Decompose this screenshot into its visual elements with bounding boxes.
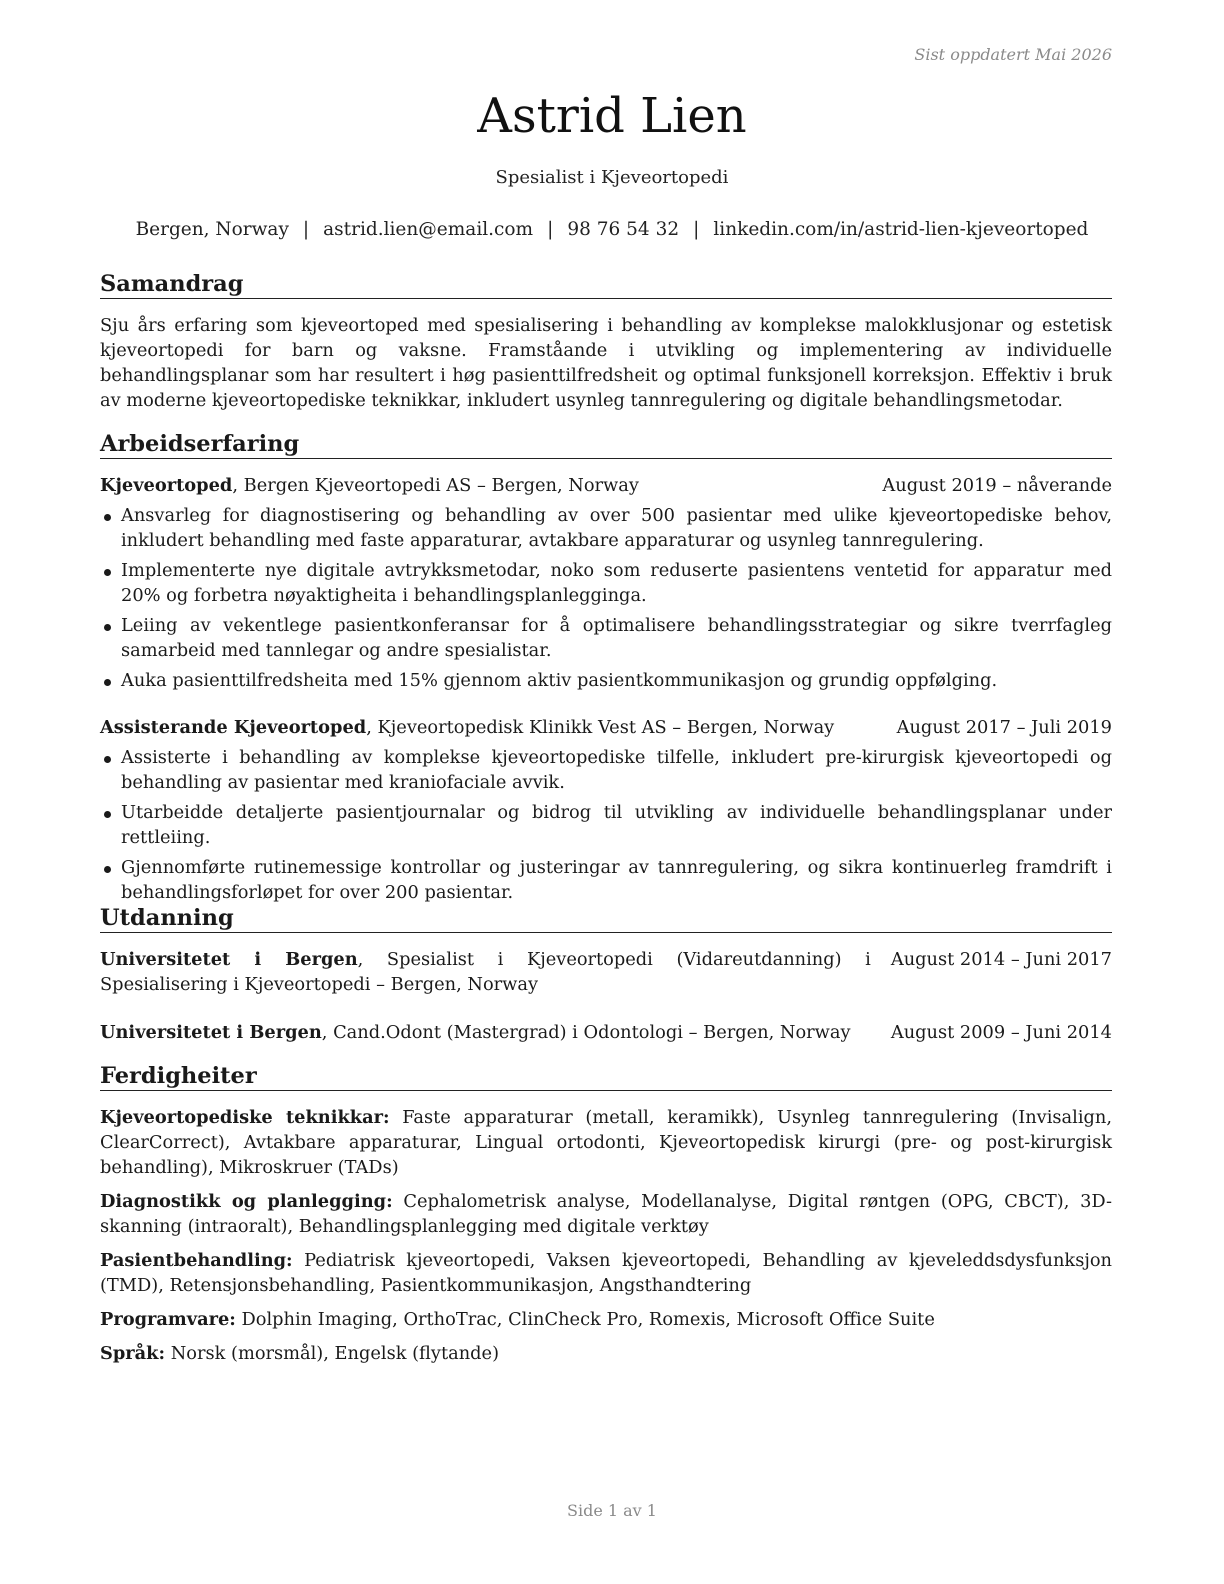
education-dates: August 2014 – Juni 2017 xyxy=(890,949,1112,970)
last-updated: Sist oppdatert Mai 2026 xyxy=(914,45,1112,64)
skill-text: Cephalometrisk analyse, Modellanalyse, Digital røntgen (OPG, CBCT), 3D-skanning (intraoralt), Behandlingsplanlegging med digitale verktøy xyxy=(100,1191,1113,1237)
education-school: Universitetet i Bergen xyxy=(100,1022,322,1043)
job-header xyxy=(100,715,1112,740)
education-dates: August 2009 – Juni 2014 xyxy=(890,1022,1112,1043)
education-section xyxy=(100,904,1112,1045)
skill-item xyxy=(100,1248,1112,1298)
section-heading-skills: Ferdigheiter xyxy=(100,1062,1112,1091)
skill-item xyxy=(100,1189,1112,1239)
section-heading-experience: Arbeidserfaring xyxy=(100,430,1112,459)
education-detail: , Cand.Odont (Mastergrad) i Odontologi – Bergen, Norway xyxy=(321,1022,851,1043)
skill-item xyxy=(100,1341,1112,1366)
skill-text: Pediatrisk kjeveortopedi, Vaksen kjeveortopedi, Behandling av kjeveleddsdysfunksjon (TMD), Retensjonsbehandling, Pasientkommunikasjon, Angsthandtering xyxy=(100,1250,1112,1296)
candidate-title: Spesialist i Kjeveortopedi xyxy=(495,167,729,188)
job-org: , Bergen Kjeveortopedi AS – Bergen, Norway xyxy=(232,475,639,496)
summary-section xyxy=(100,270,1112,413)
contact-linkedin[interactable]: linkedin.com/in/astrid-lien-kjeveortoped xyxy=(713,219,1089,240)
job-role: Assisterande Kjeveortoped xyxy=(100,717,367,738)
skill-label: Programvare: xyxy=(100,1309,236,1330)
job-role: Kjeveortoped xyxy=(100,475,233,496)
section-heading-education: Utdanning xyxy=(100,904,1112,933)
job-bullets xyxy=(100,503,1112,693)
contact-email[interactable]: astrid.lien@email.com xyxy=(323,219,534,240)
job-dates: August 2017 – Juli 2019 xyxy=(896,717,1112,738)
job-bullet: Leiing av vekentlege pasientkonferansar for å optimalisere behandlingsstrategiar og sikre tverrfagleg samarbeid med tannlegar og andre spesialistar. xyxy=(100,613,1112,663)
education-detail: , Spesialist i Kjeveortopedi (Vidareutdanning) i Spesialisering i Kjeveortopedi – Bergen, Norway xyxy=(100,949,871,995)
job-org: , Kjeveortopedisk Klinikk Vest AS – Bergen, Norway xyxy=(366,717,835,738)
job-header xyxy=(100,473,1112,498)
job-entry xyxy=(100,473,1112,693)
education-entry xyxy=(100,1020,1112,1045)
contact-location: Bergen, Norway xyxy=(135,219,289,240)
skills-section xyxy=(100,1062,1112,1366)
summary-text: Sju års erfaring som kjeveortoped med spesialisering i behandling av komplekse malokklusjonar og estetisk kjeveortopedi for barn og vaksne. Framståande i utvikling og implementering av individuelle behandlingsplanar som har resultert i høg pasienttilfredsheit og optimal funksjonell korreksjon. Effektiv i bruk av moderne kjeveortopediske teknikkar, inkludert usynleg tannregulering og digitale behandlingsmetodar. xyxy=(100,315,1112,411)
job-bullet: Assisterte i behandling av komplekse kjeveortopediske tilfelle, inkludert pre-kirurgisk kjeveortopedi og behandling av pasientar med kraniofaciale avvik. xyxy=(100,745,1112,795)
candidate-name: Astrid Lien xyxy=(477,88,747,144)
skill-text: Dolphin Imaging, OrthoTrac, ClinCheck Pro, Romexis, Microsoft Office Suite xyxy=(235,1309,935,1330)
job-bullet: Implementerte nye digitale avtrykksmetodar, noko som reduserte pasientens ventetid for apparatur med 20% og forbetra nøyaktigheita i behandlingsplanlegginga. xyxy=(100,558,1112,608)
contact-separator: | xyxy=(302,219,310,240)
skill-label: Kjeveortopediske teknikkar: xyxy=(100,1107,390,1128)
education-entry xyxy=(100,947,1112,997)
job-bullet: Gjennomførte rutinemessige kontrollar og justeringar av tannregulering, og sikra kontinuerleg framdrift i behandlingsforløpet for over 200 pasientar. xyxy=(100,855,1112,905)
section-heading-summary: Samandrag xyxy=(100,270,1112,299)
page-number: Side 1 av 1 xyxy=(567,1501,657,1520)
job-bullets xyxy=(100,745,1112,905)
skill-item xyxy=(100,1307,1112,1332)
contact-line xyxy=(0,219,1224,240)
job-bullet: Utarbeidde detaljerte pasientjournalar og bidrog til utvikling av individuelle behandlingsplanar under rettleiing. xyxy=(100,800,1112,850)
contact-separator: | xyxy=(693,219,700,240)
skill-item xyxy=(100,1105,1112,1180)
skill-label: Diagnostikk og planlegging: xyxy=(100,1191,393,1212)
skill-text: Faste apparaturar (metall, keramikk), Usynleg tannregulering (Invisalign, ClearCorrect), Avtakbare apparaturar, Lingual ortodonti, Kjeveortopedisk kirurgi (pre- og post-kirurgisk behandling), Mikroskruer (TADs) xyxy=(100,1107,1112,1178)
contact-separator: | xyxy=(547,219,554,240)
education-school: Universitetet i Bergen xyxy=(100,949,358,970)
experience-section xyxy=(100,430,1112,905)
job-bullet: Auka pasienttilfredsheita med 15% gjennom aktiv pasientkommunikasjon og grundig oppfølging. xyxy=(100,668,1112,693)
skill-text: Norsk (morsmål), Engelsk (flytande) xyxy=(165,1343,500,1364)
contact-phone: 98 76 54 32 xyxy=(567,219,680,240)
job-bullet: Ansvarleg for diagnostisering og behandling av over 500 pasientar med ulike kjeveortopediske behov, inkludert behandling med faste apparaturar, avtakbare apparaturar og usynleg tannregulering. xyxy=(100,503,1112,553)
job-dates: August 2019 – nåverande xyxy=(882,475,1112,496)
skill-label: Språk: xyxy=(100,1343,166,1364)
skill-label: Pasientbehandling: xyxy=(100,1250,293,1271)
job-entry xyxy=(100,715,1112,905)
